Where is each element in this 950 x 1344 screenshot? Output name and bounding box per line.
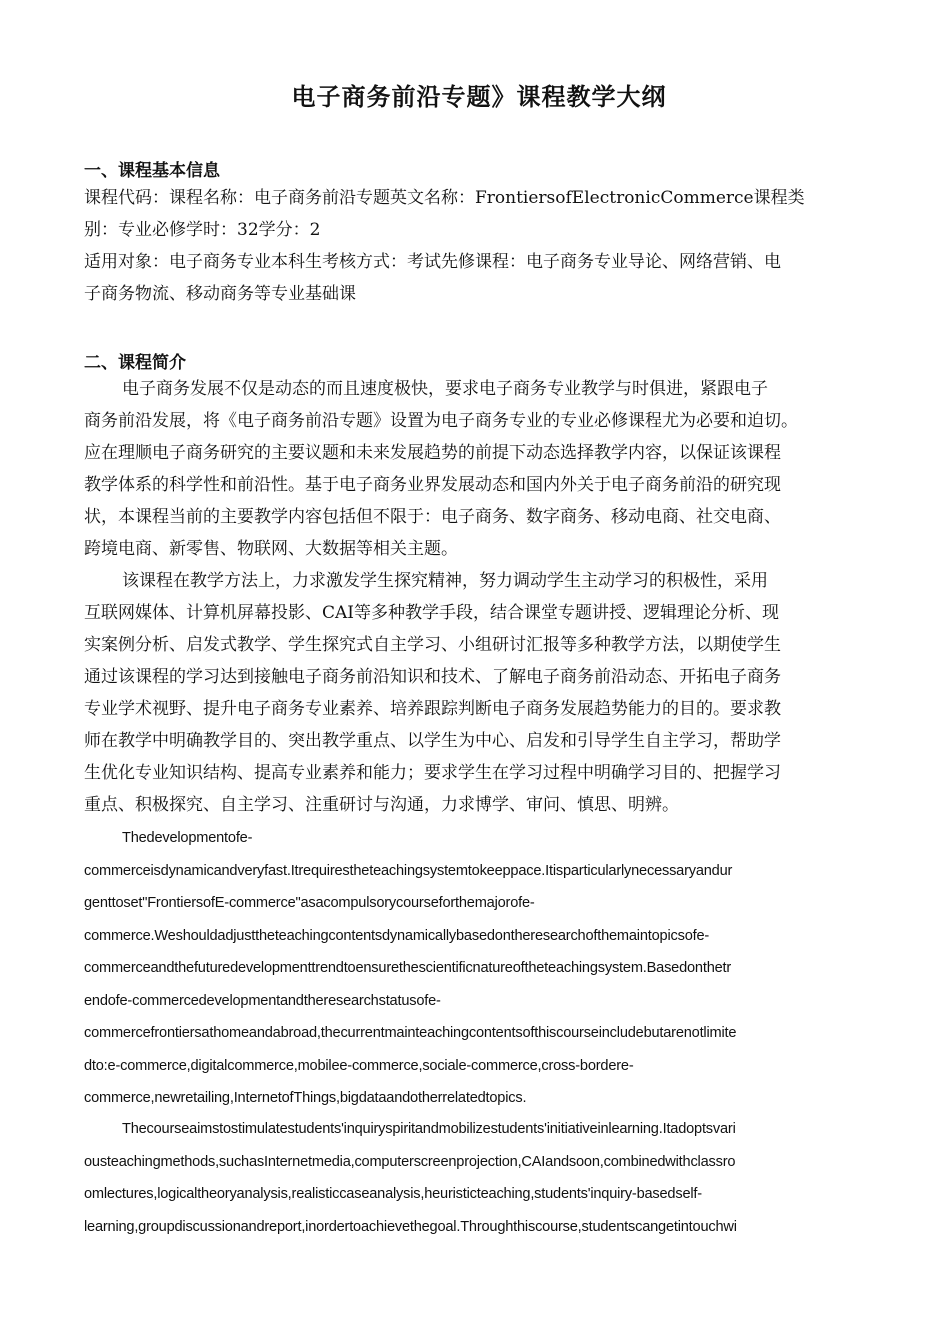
intro-paragraph-en-1 — [84, 822, 874, 1115]
intro-paragraph-zh-1 — [84, 373, 874, 565]
paragraph-line: 通过该课程的学习达到接触电子商务前沿知识和技术、了解电子商务前沿动态、开拓电子商务 — [84, 667, 781, 687]
paragraph-line: 应在理顺电子商务研究的主要议题和未来发展趋势的前提下动态选择教学内容，以保证该课程 — [84, 443, 781, 463]
course-info-line: 课程代码：课程名称：电子商务前沿专题英文名称：FrontiersofElectronicCommerce课程类 — [84, 188, 805, 208]
course-info-line: 别：专业必修学时：32学分：2 — [84, 220, 321, 240]
paragraph-line: commerce,newretailing,InternetofThings,bigdataandotherrelatedtopics. — [84, 1090, 527, 1106]
paragraph-line: omlectures,logicaltheoryanalysis,realisticcaseanalysis,heuristicteaching,students'inquiry-basedself- — [84, 1186, 702, 1202]
paragraph-line: 电子商务发展不仅是动态的而且速度极快，要求电子商务专业教学与时俱进，紧跟电子 — [122, 379, 768, 399]
paragraph-line: dto:e-commerce,digitalcommerce,mobilee-commerce,sociale-commerce,cross-bordere- — [84, 1057, 634, 1074]
paragraph-line: 跨境电商、新零售、物联网、大数据等相关主题。 — [84, 539, 458, 559]
paragraph-line: 商务前沿发展，将《电子商务前沿专题》设置为电子商务专业的专业必修课程尤为必要和迫切。 — [84, 411, 798, 431]
course-info-line: 适用对象：电子商务专业本科生考核方式：考试先修课程：电子商务专业导论、网络营销、电 — [84, 252, 781, 272]
document-title: 电子商务前沿专题》课程教学大纲 — [291, 83, 667, 111]
paragraph-line: 状，本课程当前的主要教学内容包括但不限于：电子商务、数字商务、移动电商、社交电商、 — [84, 507, 781, 527]
paragraph-line: 该课程在教学方法上，力求激发学生探究精神，努力调动学生主动学习的积极性，采用 — [122, 571, 768, 591]
paragraph-line: commerceandthefuturedevelopmenttrendtoensurethescientificnatureoftheteachingsystem.Basedonthetr — [84, 960, 732, 976]
intro-paragraph-zh-2 — [84, 565, 874, 821]
paragraph-line: 互联网媒体、计算机屏幕投影、CAI等多种教学手段，结合课堂专题讲授、逻辑理论分析、现 — [84, 603, 779, 623]
intro-paragraph-en-2 — [84, 1113, 874, 1243]
paragraph-line: 教学体系的科学性和前沿性。基于电子商务业界发展动态和国内外关于电子商务前沿的研究现 — [84, 475, 781, 495]
paragraph-line: genttoset"FrontiersofE-commerce"asacompulsorycourseforthemajorofe- — [84, 895, 535, 911]
paragraph-line: endofe-commercedevelopmentandtheresearchstatusofe- — [84, 992, 441, 1009]
section-heading-basic-info: 一、课程基本信息 — [84, 161, 220, 181]
section-heading-course-intro: 二、课程简介 — [84, 353, 186, 373]
paragraph-line: 生优化专业知识结构、提高专业素养和能力；要求学生在学习过程中明确学习目的、把握学习 — [84, 763, 781, 783]
paragraph-line: commerceisdynamicandveryfast.Itrequirestheteachingsystemtokeeppace.Itisparticularlynecessaryandur — [84, 862, 733, 879]
paragraph-line: 实案例分析、启发式教学、学生探究式自主学习、小组研讨汇报等多种教学方法，以期使学生 — [84, 635, 781, 655]
paragraph-line: 专业学术视野、提升电子商务专业素养、培养跟踪判断电子商务发展趋势能力的目的。要求教 — [84, 699, 781, 719]
paragraph-line: learning,groupdiscussionandreport,inordertoachievethegoal.Throughthiscourse,studentscangetintouchwi — [84, 1218, 737, 1235]
paragraph-line: Thedevelopmentofe- — [122, 830, 253, 846]
paragraph-line: 重点、积极探究、自主学习、注重研讨与沟通，力求博学、审问、慎思、明辨。 — [84, 795, 679, 815]
course-info-line: 子商务物流、移动商务等专业基础课 — [84, 284, 356, 304]
paragraph-line: commerce.Weshouldadjusttheteachingcontentsdynamicallybasedontheresearchofthemaintopicsofe- — [84, 927, 710, 944]
course-info-block — [84, 182, 874, 310]
paragraph-line: 师在教学中明确教学目的、突出教学重点、以学生为中心、启发和引导学生自主学习，帮助学 — [84, 731, 781, 751]
paragraph-line: ousteachingmethods,suchasInternetmedia,computerscreenprojection,CAIandsoon,combinedwithclassro — [84, 1153, 736, 1170]
paragraph-line: Thecourseaimstostimulatestudents'inquiryspiritandmobilizestudents'initiativeinlearning.Itadoptsvari — [122, 1121, 736, 1137]
paragraph-line: commercefrontiersathomeandabroad,thecurrentmainteachingcontentsofthiscourseincludebutarenotlimite — [84, 1025, 737, 1041]
